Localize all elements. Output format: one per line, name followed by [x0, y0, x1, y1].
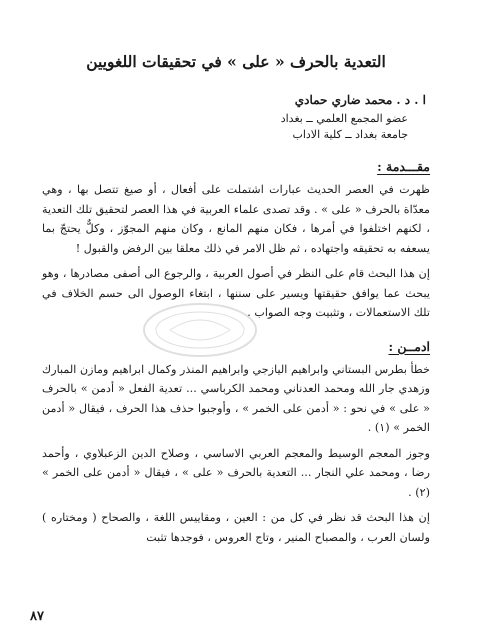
author-affiliation-2: جامعة بغداد ــ كلية الاداب	[292, 128, 408, 141]
stamp-icon	[140, 300, 260, 360]
section-heading-introduction: مقـــدمة :	[377, 159, 430, 174]
section-heading-admana: ادمــن :	[388, 338, 430, 354]
page-number: ٨٧	[30, 609, 44, 624]
library-stamp-watermark	[140, 300, 260, 360]
intro-paragraph-2: إن هذا البحث قام على النظر في أصول العربية ، والرجوع الى أصفى مصادرها ، وهو يبحث عما يوافق حقيقتها ويسير على سننها ، ابتغاء الوصول الى حسم الخلاف في تلك الاستعمالات ، وتثبيت وجه الصواب .	[42, 267, 430, 319]
author-affiliation-1: عضو المجمع العلمي ــ بغداد	[280, 112, 408, 125]
admana-paragraph-1: خطأ بطرس البستاني وابراهيم اليازجي وابراهيم المنذر وكمال ابراهيم ومازن المبارك وزهدي جار الله ومحمد العدناني ومحمد الكرباسي ... تعدية الفعل « أدمن » بالحرف « على » في نحو : « أدمن على الخمر » ، وأوجبوا حذف هذا الحرف ، فيقال « أدمن الخمر » (١) .	[42, 362, 430, 434]
admana-paragraph-2: وجوز المعجم الوسيط والمعجم العربي الاساسي ، وصلاح الدين الزعبلاوي ، وأحمد رضا ، ومحمد علي النجار ... التعدية بالحرف « على » ، فيقال « أدمن على الخمر » (٢) .	[42, 446, 430, 499]
intro-paragraph-1: ظهرت في العصر الحديث عبارات اشتملت على أفعال ، أو صيغ تتصل بها ، وهي معدّاة بالحرف « على » . وقد تصدى علماء العربية في هذا العصر لتحقيق تلك التعدية ، لكنهم اختلفوا في أمرها ، فكان منهم المانع ، وكان منهم المجوّز ، وكلٌّ يحتجّ بما يسعفه به تحقيقه واجتهاده ، ثم ظل الامر في ذلك معلقا بين الرفض والقبول !	[42, 183, 430, 255]
article-title: التعدية بالحرف « على » في تحقيقات اللغويين	[86, 52, 386, 71]
author-name: ا . د . محمد ضاري حمادي	[294, 93, 426, 107]
admana-paragraph-3: إن هذا البحث قد نظر في كل من : العين ، ومقاييس اللغة ، والصحاح ( ومختاره ) ولسان العرب ، والمصباح المنير ، وتاج العروس ، فوجدها تثبت	[42, 511, 430, 544]
